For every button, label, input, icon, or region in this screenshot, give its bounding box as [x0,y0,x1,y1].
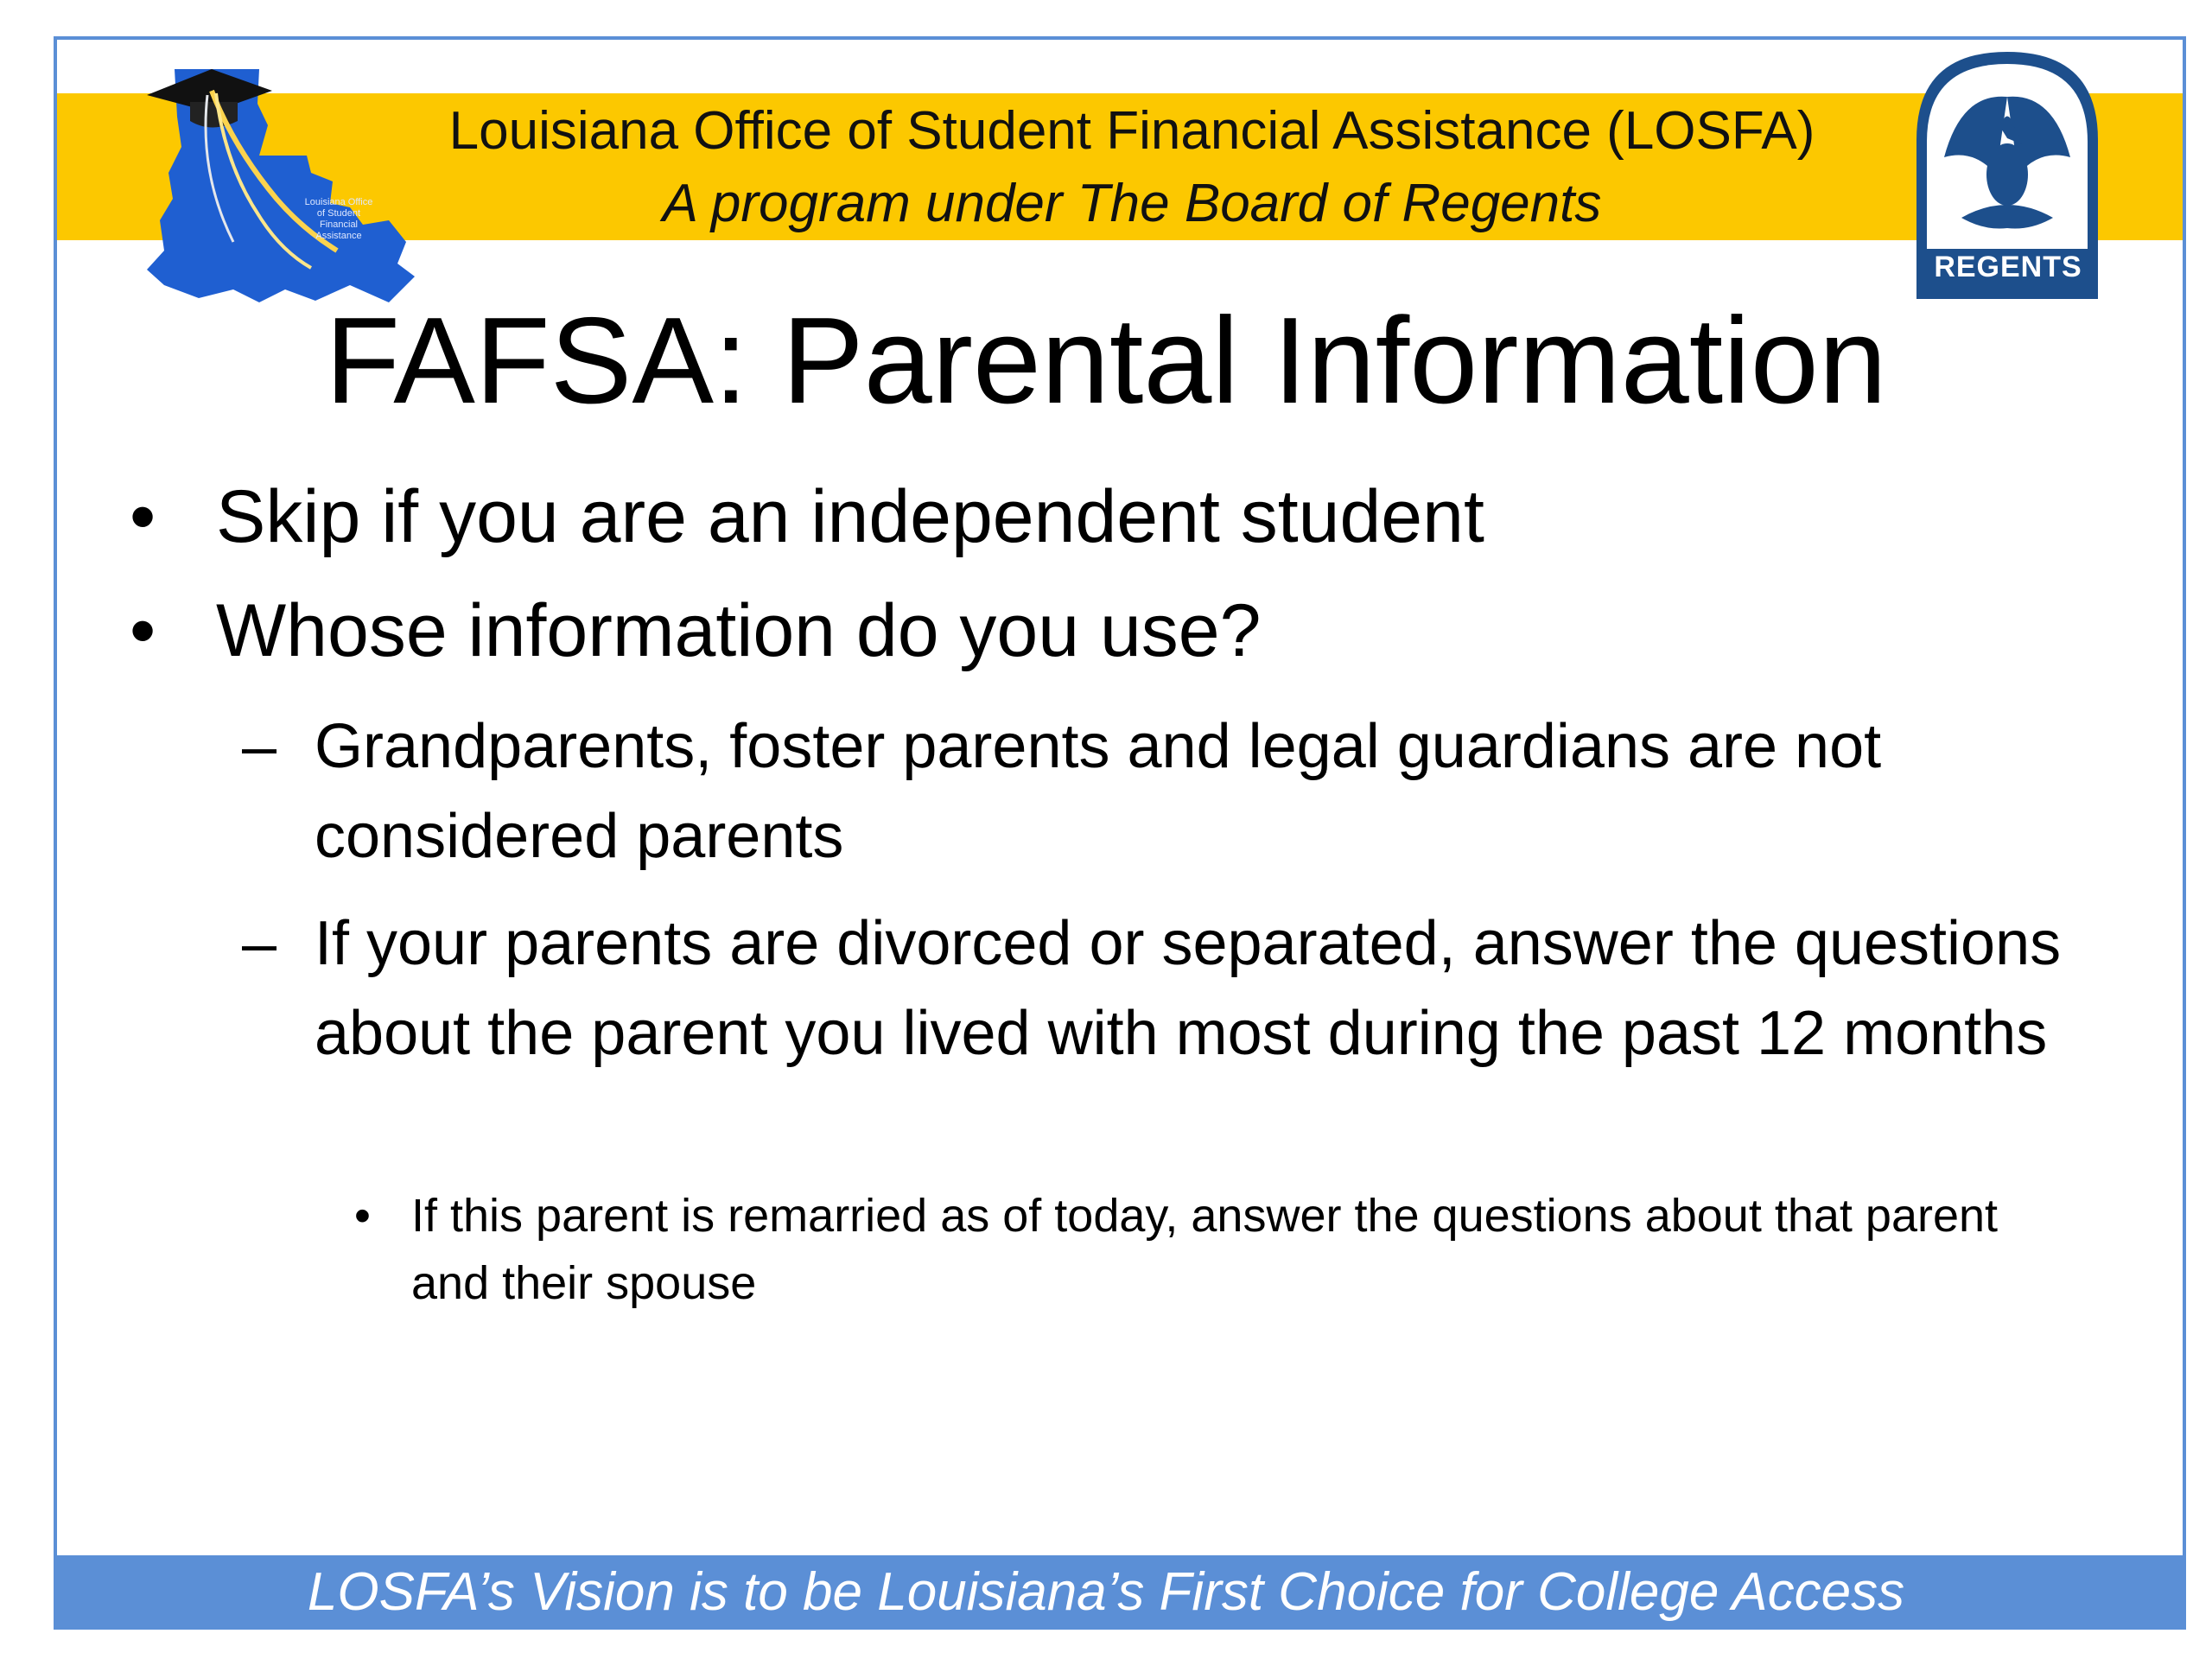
sub-bullet-text: If your parents are divorced or separated, answer the questions about the parent you lived with most during the past 12 months [315,909,2062,1068]
bullet-text: Whose information do you use? [216,589,1262,672]
losfa-logo-text: Louisiana Office of Student Financial Assistance [304,197,373,241]
dash-marker: – [242,712,277,781]
sub-bullet-text: Grandparents, foster parents and legal guardians are not considered parents [315,712,1882,871]
bullet-marker: • [130,589,156,672]
bullet-marker: • [130,475,156,558]
sub-sub-bullet-text: If this parent is remarried as of today, answer the questions about that parent and their spouse [411,1190,1999,1309]
footer-vision-statement: LOSFA’s Vision is to be Louisiana’s First Choice for College Access [307,1562,1905,1622]
dash-marker: – [242,909,277,978]
slide-title: FAFSA: Parental Information [325,292,1887,429]
organization-subtitle: A program under The Board of Regents [662,174,1602,233]
regents-label: REGENTS [1934,251,2082,283]
bullet-marker: • [354,1190,371,1242]
organization-name: Louisiana Office of Student Financial Assistance (LOSFA) [448,101,1815,161]
bullet-text: Skip if you are an independent student [216,475,1484,558]
